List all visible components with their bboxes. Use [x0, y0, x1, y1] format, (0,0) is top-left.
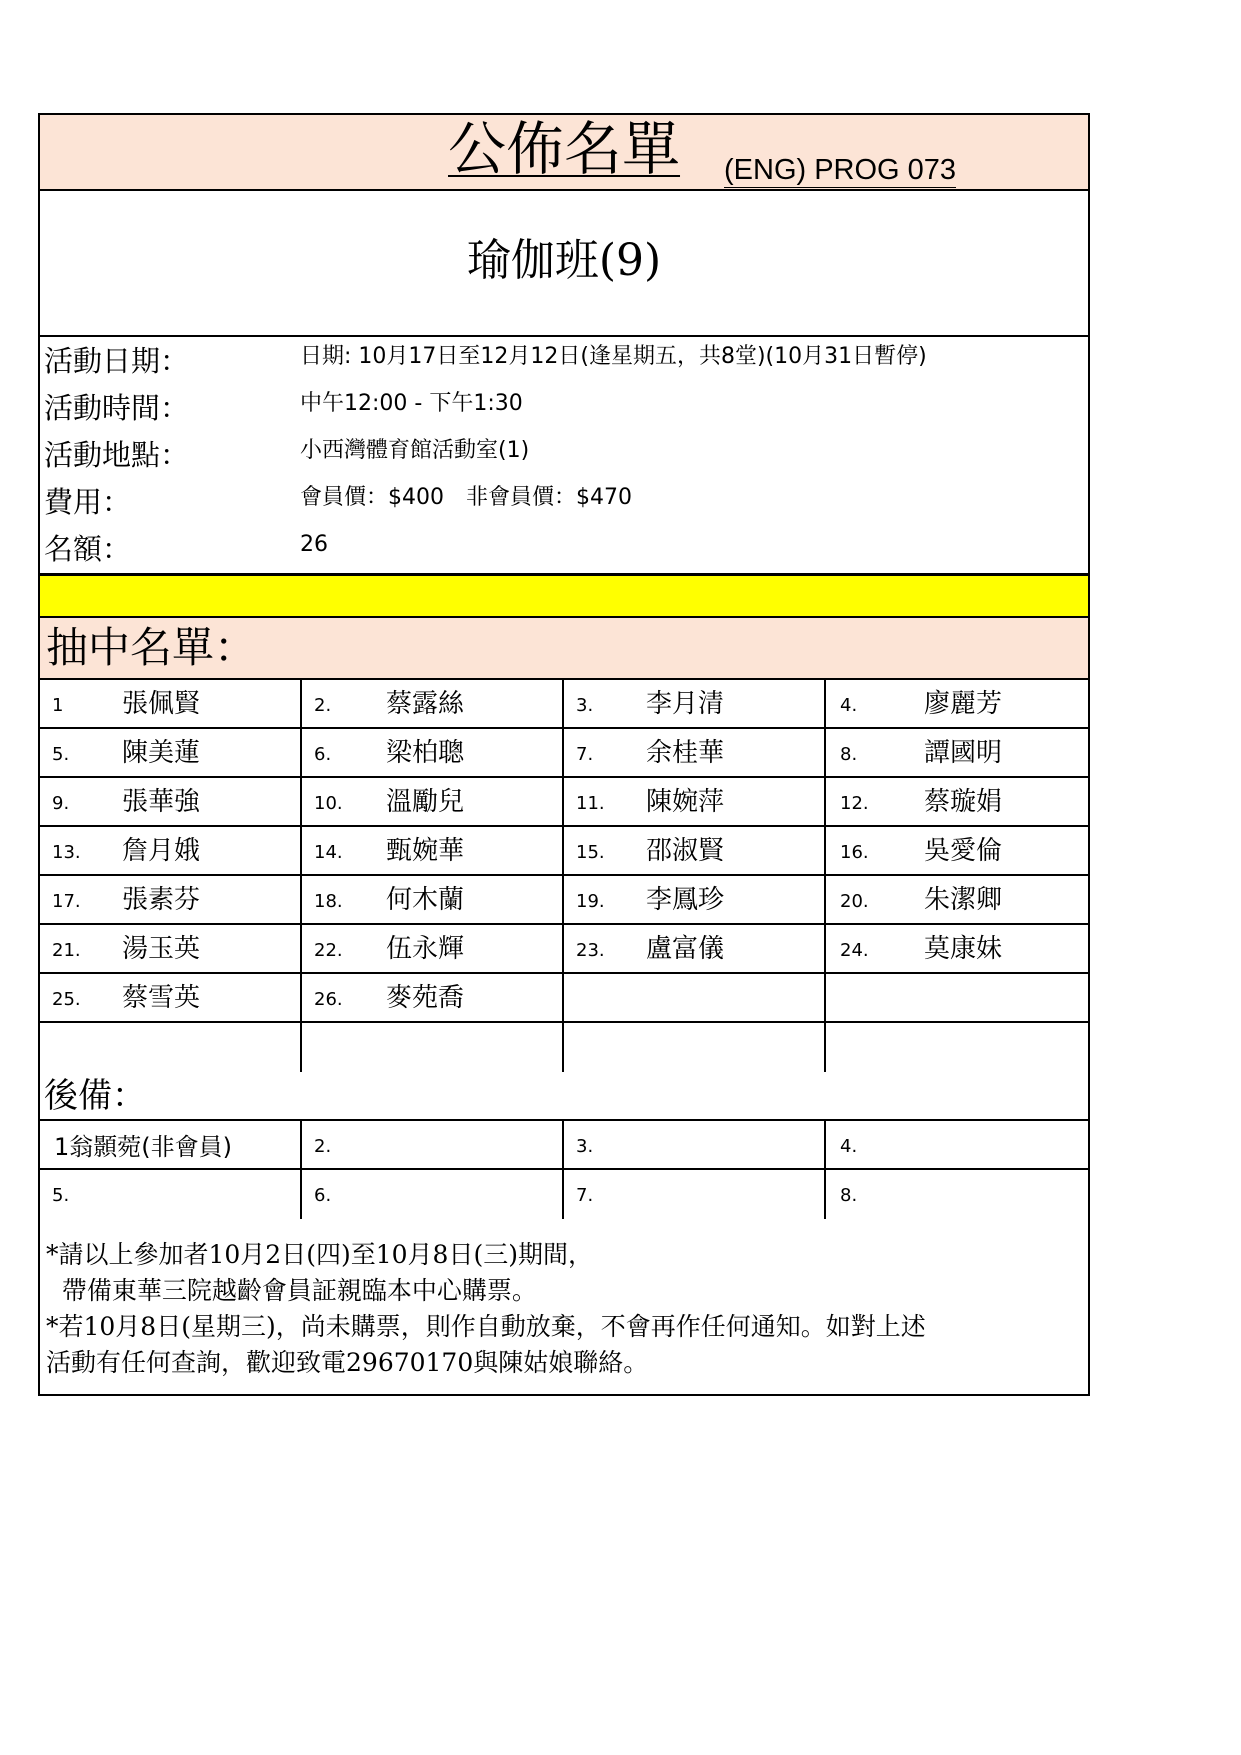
entry-name: 吳愛倫: [924, 836, 1003, 866]
table-cell: [826, 1121, 1088, 1168]
entry-number: 16.: [840, 842, 869, 863]
entry-number: 25.: [52, 989, 81, 1010]
drawn-list-title: 抽中名單：: [46, 623, 257, 672]
entry-number: 12.: [840, 793, 869, 814]
entry-number: 15.: [576, 842, 605, 863]
table-cell: [564, 1121, 826, 1168]
info-fee: [40, 478, 1088, 526]
entry-name: 陳婉萍: [646, 787, 725, 817]
entry-name: 何木蘭: [386, 885, 465, 915]
entry-number: 17.: [52, 891, 81, 912]
entry-name: 湯玉英: [122, 934, 201, 964]
table-cell: [826, 680, 1088, 727]
table-cell: [40, 680, 302, 727]
table-cell: [302, 680, 564, 727]
info-label: 活動地點：: [44, 438, 190, 472]
entry-number: 8.: [840, 1185, 858, 1206]
entry-number: 20.: [840, 891, 869, 912]
table-cell: [564, 827, 826, 874]
table-cell: [826, 974, 1088, 1021]
table-cell: [40, 778, 302, 825]
table-cell: [302, 876, 564, 923]
backup-title: 後備：: [44, 1076, 146, 1116]
entry-number: 8.: [840, 744, 858, 765]
table-cell: [564, 1170, 826, 1219]
info-value: 中午12:00 - 下午1:30: [300, 391, 523, 416]
table-cell: [564, 876, 826, 923]
table-cell: [40, 876, 302, 923]
table-cell: [302, 925, 564, 972]
table-cell: [564, 680, 826, 727]
table-cell: [826, 1170, 1088, 1219]
entry-number: 5.: [52, 744, 70, 765]
entry-number: 26.: [314, 989, 343, 1010]
title-row: [40, 115, 1088, 191]
program-code: (ENG) PROG 073: [724, 153, 956, 190]
note-line: 帶備東華三院越齡會員証親臨本中心購票。: [46, 1276, 537, 1305]
entry-name: 甄婉華: [386, 836, 465, 866]
entry-name: 李月清: [646, 689, 725, 719]
entry-number: 5.: [52, 1185, 70, 1206]
entry-name: 溫勵兒: [386, 787, 465, 817]
table-row: [40, 876, 1088, 925]
entry-name: 張華強: [122, 787, 201, 817]
entry-name: 梁柏聰: [386, 738, 465, 768]
table-row: [40, 778, 1088, 827]
entry-name: 蔡雪英: [122, 983, 201, 1013]
table-cell: [40, 729, 302, 776]
entry-number: 6.: [314, 1185, 332, 1206]
info-venue: [40, 431, 1088, 479]
table-row: [40, 1121, 1088, 1170]
table-cell: [302, 729, 564, 776]
entry-number: 18.: [314, 891, 343, 912]
notice-sheet: [38, 113, 1090, 1396]
table-cell: [302, 1121, 564, 1168]
table-row: [40, 1170, 1088, 1219]
entry-number: 14.: [314, 842, 343, 863]
entry-name: 李鳳珍: [646, 885, 725, 915]
backup-table: [40, 1121, 1088, 1219]
info-time: [40, 384, 1088, 432]
note-line: *請以上參加者10月2日(四)至10月8日(三)期間，: [46, 1240, 593, 1269]
table-cell: [826, 925, 1088, 972]
entry-name: 莫康妹: [924, 934, 1003, 964]
entry-name: 蔡璇娟: [924, 787, 1003, 817]
info-label: 活動時間：: [44, 391, 190, 425]
entry-number: 1: [52, 695, 64, 716]
table-cell: [40, 1170, 302, 1219]
entry-number: 9.: [52, 793, 70, 814]
entry-number: 3.: [576, 1136, 594, 1157]
notes-section: [40, 1219, 1088, 1394]
entry-number: 23.: [576, 940, 605, 961]
table-cell: [826, 1023, 1088, 1072]
entry-name: 邵淑賢: [646, 836, 725, 866]
entry-number: 3.: [576, 695, 594, 716]
backup-header: [40, 1072, 1088, 1121]
table-cell: [826, 729, 1088, 776]
entry-number: 7.: [576, 1185, 594, 1206]
table-cell: [302, 827, 564, 874]
entry-number: 13.: [52, 842, 81, 863]
entry-number: 19.: [576, 891, 605, 912]
entry-number: 4.: [840, 695, 858, 716]
entry-name: 余桂華: [646, 738, 725, 768]
entry-number: 21.: [52, 940, 81, 961]
table-cell: [40, 1023, 302, 1072]
table-cell: [302, 974, 564, 1021]
table-row: [40, 827, 1088, 876]
drawn-list-header: [40, 618, 1088, 680]
entry-name: 伍永輝: [386, 934, 465, 964]
drawn-list-table: [40, 680, 1088, 1072]
table-row: [40, 729, 1088, 778]
table-cell: [40, 974, 302, 1021]
info-label: 名額：: [44, 532, 132, 566]
entry-number: 24.: [840, 940, 869, 961]
highlight-bar: [38, 574, 1090, 618]
table-cell: [40, 827, 302, 874]
entry-number: 2.: [314, 695, 332, 716]
table-cell: [564, 974, 826, 1021]
entry-number: 7.: [576, 744, 594, 765]
info-section: [40, 337, 1088, 575]
entry-number: 2.: [314, 1136, 332, 1157]
table-cell: [302, 1023, 564, 1072]
table-cell: [302, 778, 564, 825]
entry-name: 麥苑喬: [386, 983, 465, 1013]
entry-name: 盧富儀: [646, 934, 725, 964]
table-row: [40, 1023, 1088, 1072]
entry-name: 朱潔卿: [924, 885, 1003, 915]
entry-number: 4.: [840, 1136, 858, 1157]
table-cell: [564, 925, 826, 972]
entry-number: 11.: [576, 793, 605, 814]
course-name: 瑜伽班(9): [466, 235, 662, 286]
table-cell: [826, 778, 1088, 825]
table-row: [40, 974, 1088, 1023]
table-cell: [826, 876, 1088, 923]
table-cell: [40, 925, 302, 972]
table-cell: [40, 1121, 302, 1168]
backup-entry: 1翁顥菀(非會員): [54, 1133, 232, 1161]
note-line: *若10月8日(星期三)，尚未購票，則作自動放棄，不會再作任何通知。如對上述: [46, 1312, 926, 1341]
entry-number: 6.: [314, 744, 332, 765]
entry-number: 10.: [314, 793, 343, 814]
table-cell: [564, 778, 826, 825]
entry-name: 張佩賢: [122, 689, 201, 719]
info-value: 小西灣體育館活動室(1): [300, 438, 530, 463]
table-cell: [564, 729, 826, 776]
info-value: 日期: 10月17日至12月12日(逢星期五，共8堂)(10月31日暫停): [300, 344, 927, 369]
table-row: [40, 925, 1088, 974]
table-cell: [564, 1023, 826, 1072]
info-label: 活動日期：: [44, 344, 190, 378]
entry-name: 廖麗芳: [924, 689, 1003, 719]
entry-name: 譚國明: [924, 738, 1003, 768]
page-title: 公佈名單: [448, 115, 681, 183]
table-cell: [826, 827, 1088, 874]
info-label: 費用：: [44, 485, 132, 519]
info-value: 26: [300, 532, 328, 557]
info-quota: [40, 525, 1088, 573]
entry-name: 蔡露絲: [386, 689, 465, 719]
info-value: 會員價：$400 非會員價：$470: [300, 485, 632, 510]
entry-name: 張素芬: [122, 885, 201, 915]
course-row: [40, 191, 1088, 337]
note-line: 活動有任何查詢，歡迎致電29670170與陳姑娘聯絡。: [46, 1348, 649, 1377]
table-row: [40, 680, 1088, 729]
table-cell: [302, 1170, 564, 1219]
entry-name: 詹月娥: [122, 836, 201, 866]
info-date: [40, 337, 1088, 385]
entry-number: 22.: [314, 940, 343, 961]
entry-name: 陳美蓮: [122, 738, 201, 768]
